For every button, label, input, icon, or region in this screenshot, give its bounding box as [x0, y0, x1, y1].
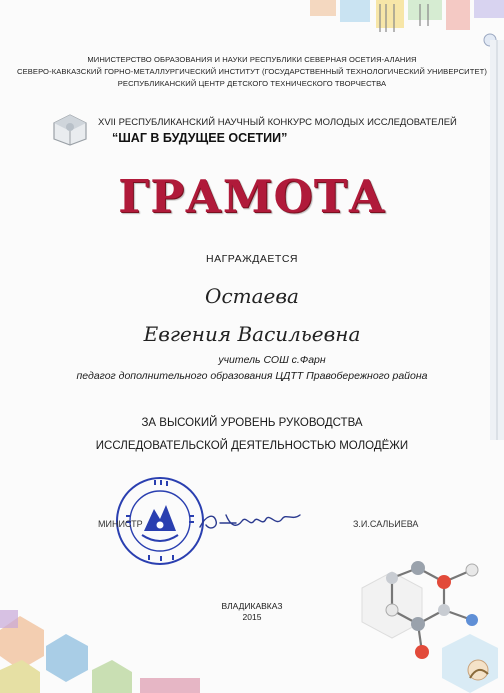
contest-logo-icon: [50, 113, 90, 147]
header-line-center: РЕСПУБЛИКАНСКИЙ ЦЕНТР ДЕТСКОГО ТЕХНИЧЕСКОГО ТВОРЧЕСТВА: [117, 79, 387, 88]
signature-name: З.И.САЛЬИЕВА: [353, 519, 419, 529]
recipient-position-school: учитель СОШ с.Фарн: [218, 354, 326, 366]
decorative-corner-top-right: [300, 0, 504, 50]
header-line-ministry: МИНИСТЕРСТВО ОБРАЗОВАНИЯ И НАУКИ РЕСПУБЛИКИ СЕВЕРНАЯ ОСЕТИЯ-АЛАНИЯ: [87, 55, 417, 64]
award-reason-line1: ЗА ВЫСОКИЙ УРОВЕНЬ РУКОВОДСТВА: [141, 417, 363, 429]
award-reason-line2: ИССЛЕДОВАТЕЛЬСКОЙ ДЕЯТЕЛЬНОСТЬЮ МОЛОДЁЖИ: [95, 440, 409, 452]
header-line-institute: СЕВЕРО-КАВКАЗСКИЙ ГОРНО-МЕТАЛЛУРГИЧЕСКИЙ ИНСТИТУТ (ГОСУДАРСТВЕННЫЙ ТЕХНОЛОГИЧЕСКИЙ УНИВЕРСИТЕТ): [16, 67, 488, 76]
signature-mark: [196, 505, 306, 537]
footer-city: ВЛАДИКАВКАЗ: [221, 601, 283, 611]
molecule-decoration: [352, 548, 504, 693]
signature-role: МИНИСТР: [98, 519, 143, 529]
awarded-label: НАГРАЖДАЕТСЯ: [206, 253, 298, 265]
certificate-title: ГРАМОТА: [118, 170, 386, 223]
contest-title: “ШАГ В БУДУЩЕЕ ОСЕТИИ”: [112, 131, 288, 145]
footer-year: 2015: [242, 612, 262, 622]
contest-line: XVII РЕСПУБЛИКАНСКИЙ НАУЧНЫЙ КОНКУРС МОЛОДЫХ ИССЛЕДОВАТЕЛЕЙ: [98, 117, 457, 128]
recipient-name: Евгения Васильевна: [143, 322, 361, 346]
recipient-position-center: педагог дополнительного образования ЦДТТ Правобережного района: [76, 370, 428, 382]
recipient-surname: Остаева: [205, 284, 299, 308]
decorative-corner-bottom-left: [0, 610, 200, 693]
